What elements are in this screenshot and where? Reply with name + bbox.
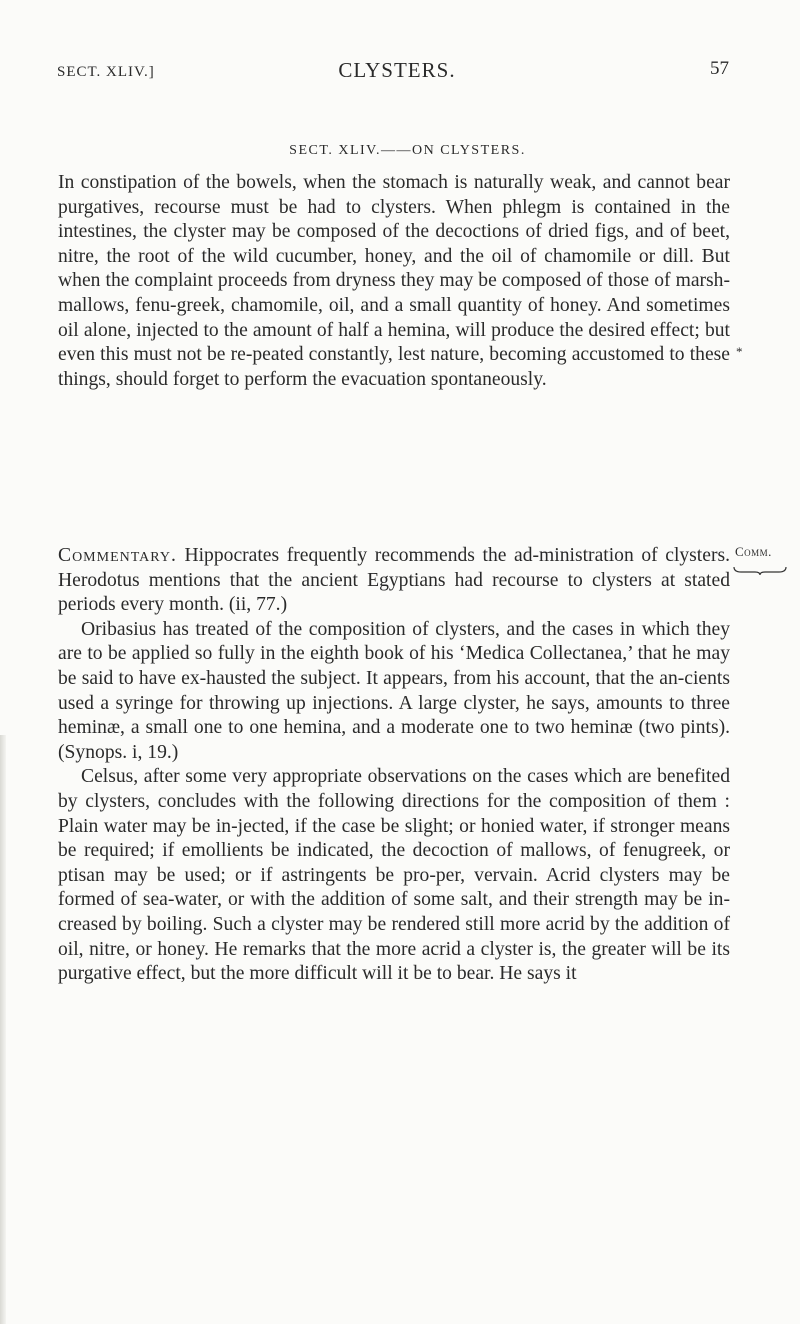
margin-brace-icon [733, 566, 787, 576]
page-fold-shadow [0, 735, 6, 1324]
margin-asterisk: * [736, 344, 743, 359]
paragraph-constipation: In constipation of the bowels, when the stomach is naturally weak, and cannot bear purgatives, recourse must be had to clysters. When phlegm is contained in the intestines, the clyster may be composed of the decoctions of dried figs, and of beet, nitre, the root of the wild cucumber, honey, and the oil of chamomile or dill. But when the complaint proceeds from dryness they may be composed of those of marsh-mallows, fenu-greek, chamomile, oil, and a small quantity of honey. And sometimes oil alone, injected to the amount of half a hemina, will produce the desired effect; but even this must not be re-peated constantly, lest nature, becoming accustomed to these things, should forget to perform the evacuation spontaneously. [58, 172, 730, 390]
commentary-text-hippocrates: Hippocrates frequently recommends the ad-ministration of clysters. Herodotus mentions that the ancient Egyptians had recourse to clysters at stated periods every month. (ii, 77.) [58, 545, 730, 616]
paragraph-celsus: Celsus, after some very appropriate observations on the cases which are benefited by clysters, concludes with the following directions for the composition of them : Plain water may be in-jected, if the case be slight; or honied water, if stronger means be required; if emollients be indicated, the decoction of mallows, of fenugreek, or ptisan may be used; or if astringents be pro-per, vervain. Acrid clysters may be formed of sea-water, or with the addition of some salt, and their strength may be in-creased by boiling. Such a clyster may be rendered still more acrid by the addition of oil, nitre, or honey. He remarks that the more acrid a clyster is, the greater will be its purgative effect, but the more difficult will it be to bear. He says it [58, 766, 730, 985]
commentary-block [58, 544, 730, 987]
main-paragraph [58, 171, 730, 392]
commentary-paragraph [58, 544, 730, 618]
page-number: 57 [710, 58, 729, 79]
running-head-section: SECT. XLIV.] [57, 64, 155, 80]
commentary-label: Commentary. [58, 545, 177, 566]
margin-comm-label: Comm. [735, 544, 772, 559]
running-head [57, 56, 729, 90]
paragraph-oribasius: Oribasius has treated of the composition of clysters, and the cases in which they are to be applied so fully in the eighth book of his ‘Medica Collectanea,’ that he may be said to have ex-hausted the subject. It appears, from his account, that the an-cients used a syringe for throwing up injections. A large clyster, he says, amounts to three heminæ, a small one to one hemina, and a moderate one to two heminæ (two pints). (Synops. i, 19.) [58, 618, 730, 763]
section-heading: SECT. XLIV.——ON CLYSTERS. [289, 143, 526, 158]
running-head-title: CLYSTERS. [338, 58, 456, 82]
